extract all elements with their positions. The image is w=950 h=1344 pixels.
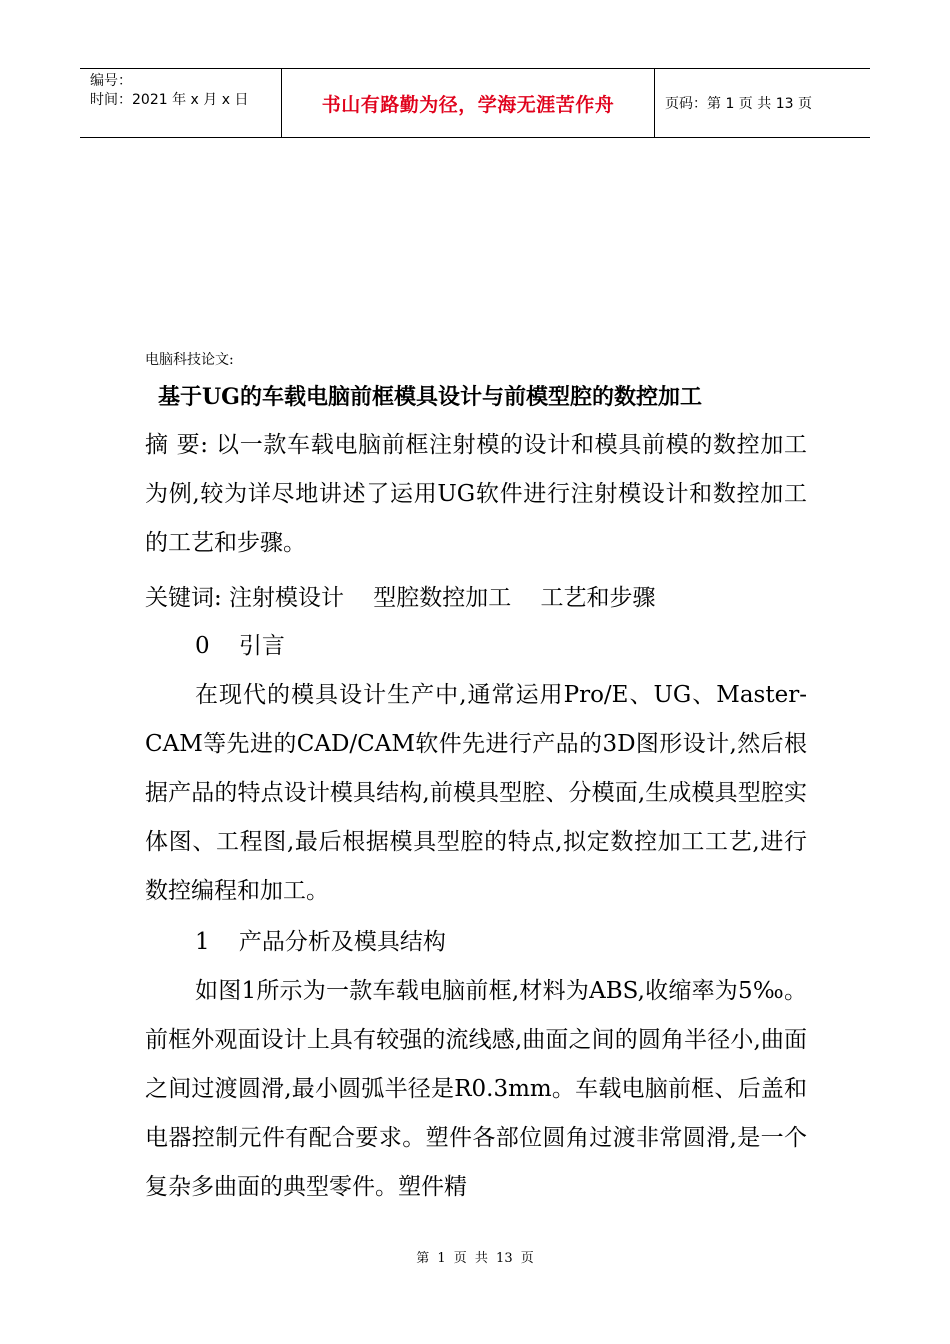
document-title: 基于UG的车载电脑前框模具设计与前模型腔的数控加工 [158, 384, 702, 410]
page-footer: 第 1 页 共 13 页 [416, 1251, 534, 1266]
document-category: 电脑科技论文: [145, 352, 234, 368]
abstract-paragraph: 摘 要: 以一款车载电脑前框注射模的设计和模具前模的数控加工为例,较为详尽地讲述了运用UG软件进行注射模设计和数控加工的工艺和步骤。 [145, 432, 807, 556]
header-page-info: 页码：第 1 页 共 13 页 [665, 96, 812, 112]
section-0-heading: 0 引言 [195, 633, 285, 659]
header-page-cell [655, 69, 870, 137]
header-meta-cell [80, 69, 282, 137]
document-number-label: 编号： [90, 73, 132, 89]
header-table [80, 68, 870, 138]
document-date-label: 时间：2021 年 x 月 x 日 [90, 92, 249, 108]
section-1-paragraph: 如图1所示为一款车载电脑前框,材料为ABS,收缩率为5‰。前框外观面设计上具有较强的流线感,曲面之间的圆角半径小,曲面之间过渡圆滑,最小圆弧半径是R0.3mm。车载电脑前框、后盖和电器控制元件有配合要求。塑件各部位圆角过渡非常圆滑,是一个复杂多曲面的典型零件。塑件精 [145, 978, 807, 1200]
header-motto-cell [282, 69, 655, 137]
section-1-heading: 1 产品分析及模具结构 [195, 929, 446, 955]
header-motto: 书山有路勤为径，学海无涯苦作舟 [321, 93, 615, 116]
section-0-paragraph: 在现代的模具设计生产中,通常运用Pro/E、UG、Master-CAM等先进的CAD/CAM软件先进行产品的3D图形设计,然后根据产品的特点设计模具结构,前模具型腔、分模面,生成模具型腔实体图、工程图,最后根据模具型腔的特点,拟定数控加工工艺,进行数控编程和加工。 [145, 682, 807, 904]
keywords-line: 关键词: 注射模设计 型腔数控加工 工艺和步骤 [145, 585, 656, 611]
